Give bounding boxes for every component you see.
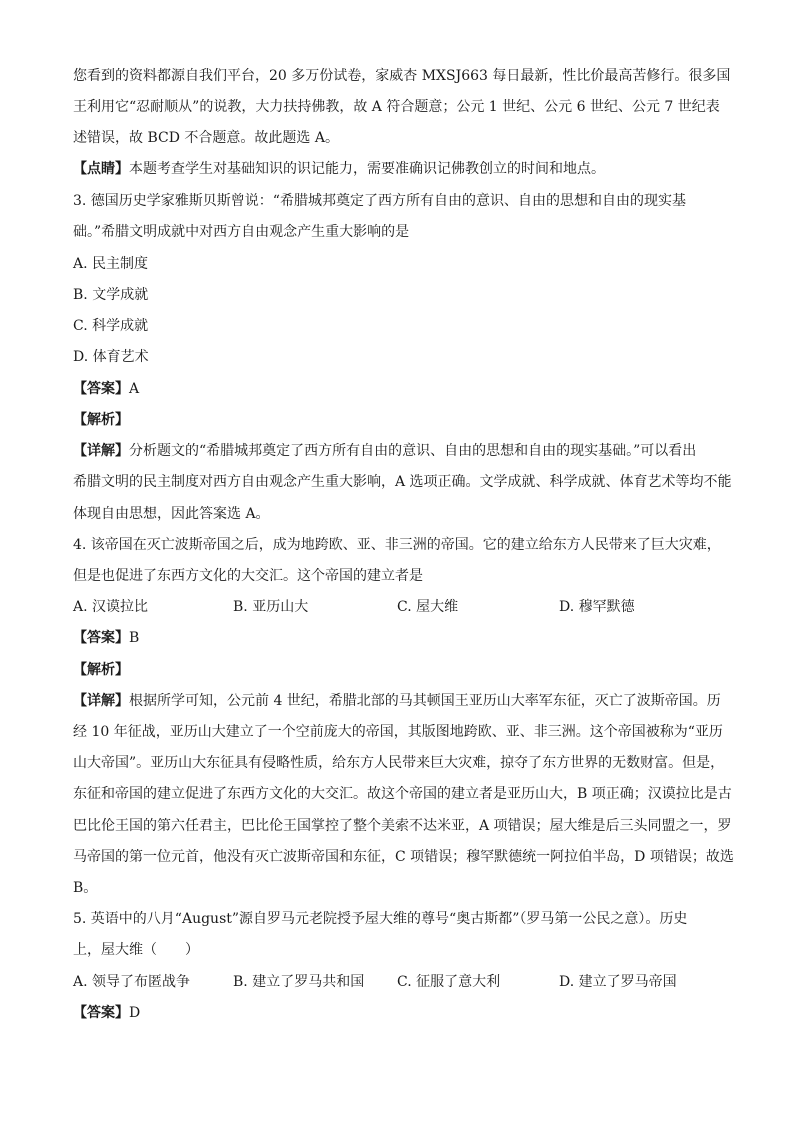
question-4-option-b: B. 亚历山大 xyxy=(233,599,309,615)
answer-tag: 【答案】 xyxy=(73,630,129,646)
answer-tag: 【答案】 xyxy=(73,1005,129,1021)
question-3-detail xyxy=(73,441,696,461)
question-4-option-d: D. 穆罕默德 xyxy=(559,599,635,615)
text-line: 体现自由思想，因此答案选 A。 xyxy=(73,506,270,522)
answer-value: D xyxy=(129,1005,141,1021)
text-line: 您看到的资料都源自我们平台，20 多万份试卷，家威杏 MXSJ663 每日最新，性比价最高苦修行。很多国 xyxy=(73,68,731,84)
text-line: B。 xyxy=(73,880,98,896)
question-3-stem: 3. 德国历史学家雅斯贝斯曾说：“希腊城邦奠定了西方所有自由的意识、自由的思想和自由的现实基 xyxy=(73,193,686,209)
question-5-stem-cont: 上，屋大维（ ） xyxy=(73,942,199,958)
text-line: 山大帝国”。亚历山大东征具有侵略性质，给东方人民带来巨大灾难，掠夺了东方世界的无数财富。但是， xyxy=(73,755,725,771)
text-line: 经 10 年征战，亚历山大建立了一个空前庞大的帝国，其版图地跨欧、亚、非三洲。这个帝国被称为“亚历 xyxy=(73,724,723,740)
detail-text: 根据所学可知，公元前 4 世纪，希腊北部的马其顿国王亚历山大率军东征，灭亡了波斯帝国。历 xyxy=(129,693,721,709)
question-5-answer xyxy=(73,1003,140,1023)
text-line: 述错误，故 BCD 不合题意。故此题选 A。 xyxy=(73,130,339,146)
text-line: 希腊文明的民主制度对西方自由观念产生重大影响，A 选项正确。文学成就、科学成就、体育艺术等均不能 xyxy=(73,474,732,490)
question-5-option-b: B. 建立了罗马共和国 xyxy=(233,974,365,990)
question-5-option-c: C. 征服了意大利 xyxy=(397,974,501,990)
question-3-stem-cont: 础。”希腊文明成就中对西方自由观念产生重大影响的是 xyxy=(73,224,410,240)
dianjing-tag: 【点睛】 xyxy=(73,161,129,177)
text-line: 马帝国的第一位元首，他没有灭亡波斯帝国和东征，C 项错误；穆罕默德统一阿拉伯半岛，D 项错误；故选 xyxy=(73,849,734,865)
dianjing-text: 本题考查学生对基础知识的识记能力，需要准确识记佛教创立的时间和地点。 xyxy=(129,161,605,177)
question-4-answer xyxy=(73,628,139,648)
question-4-option-a: A. 汉谟拉比 xyxy=(73,599,149,615)
dianjing-paragraph xyxy=(73,159,605,179)
text-line: 王利用它“忍耐顺从”的说教，大力扶持佛教，故 A 符合题意；公元 1 世纪、公元 6 世纪、公元 7 世纪表 xyxy=(73,99,720,115)
question-3-option-c: C. 科学成就 xyxy=(73,318,149,334)
question-5-stem: 5. 英语中的八月“August”源自罗马元老院授予屋大维的尊号“奥古斯都”（罗马第一公民之意）。历史 xyxy=(73,911,688,927)
question-4-detail xyxy=(73,691,721,711)
detail-text: 分析题文的“希腊城邦奠定了西方所有自由的意识、自由的思想和自由的现实基础。”可以看出 xyxy=(129,443,697,459)
question-3-option-b: B. 文学成就 xyxy=(73,287,149,303)
question-4-stem: 4. 该帝国在灭亡波斯帝国之后，成为地跨欧、亚、非三洲的帝国。它的建立给东方人民带来了巨大灾难， xyxy=(73,537,721,553)
question-5-option-a: A. 领导了布匿战争 xyxy=(73,974,191,990)
jiexi-tag: 【解析】 xyxy=(73,662,129,678)
answer-value: B xyxy=(129,630,140,646)
text-line: 东征和帝国的建立促进了东西方文化的大交汇。故这个帝国的建立者是亚历山大，B 项正确；汉谟拉比是古 xyxy=(73,786,732,802)
answer-value: A xyxy=(129,381,140,397)
jiexi-tag: 【解析】 xyxy=(73,412,129,428)
question-5-option-d: D. 建立了罗马帝国 xyxy=(559,974,677,990)
answer-tag: 【答案】 xyxy=(73,381,129,397)
question-3-option-a: A. 民主制度 xyxy=(73,256,149,272)
question-4-stem-cont: 但是也促进了东西方文化的大交汇。这个帝国的建立者是 xyxy=(73,568,423,584)
question-4-option-c: C. 屋大维 xyxy=(397,599,459,615)
question-3-answer xyxy=(73,379,139,399)
detail-tag: 【详解】 xyxy=(73,693,129,709)
detail-tag: 【详解】 xyxy=(73,443,129,459)
question-3-option-d: D. 体育艺术 xyxy=(73,349,149,365)
text-line: 巴比伦王国的第六任君主，巴比伦王国掌控了整个美索不达米亚，A 项错误；屋大维是后三头同盟之一，罗 xyxy=(73,818,732,834)
